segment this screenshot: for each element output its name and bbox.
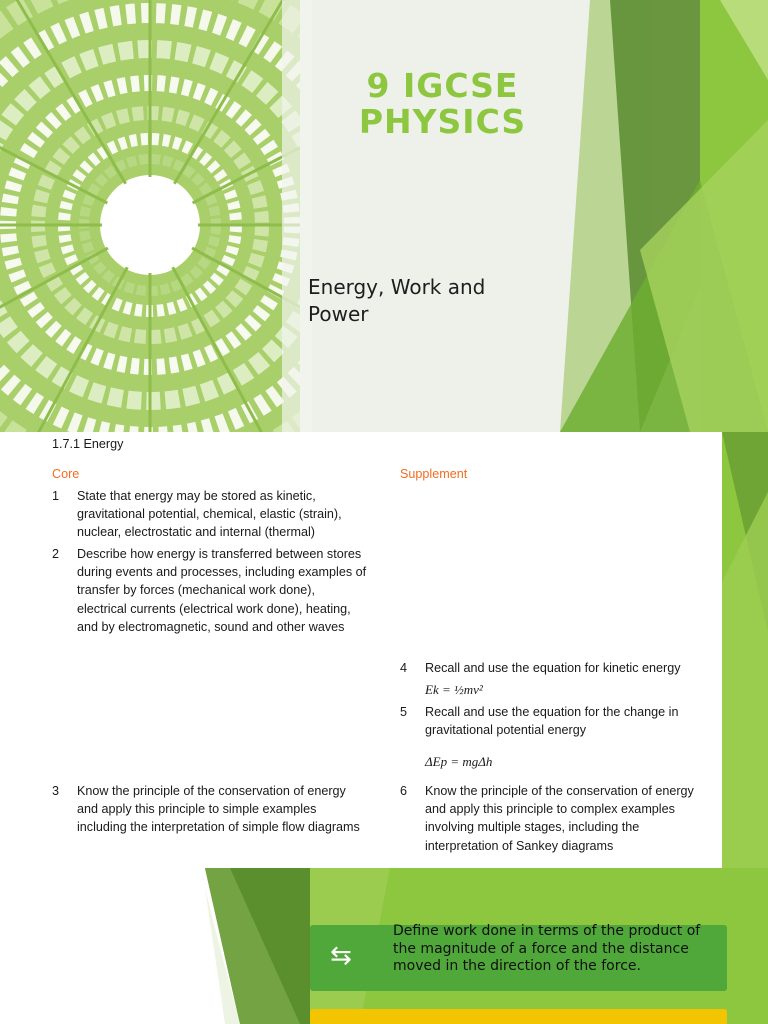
definition-text: Define work done in terms of the product of the magnitude of a force and the distance moved in the direction of the force.	[393, 923, 701, 974]
item-text: Know the principle of the conservation of energy and apply this principle to simple examples including the interpretation of simple flow diagrams	[77, 784, 360, 835]
title-slide	[0, 0, 768, 432]
next-card	[310, 1009, 727, 1024]
work-definition-slide	[0, 868, 768, 1024]
item-number: 5	[400, 705, 408, 719]
presentation-subtitle: Energy, Work and Power	[308, 275, 486, 326]
potential-energy-equation: ΔEp = mgΔh	[425, 754, 493, 769]
syllabus-slide	[0, 432, 768, 868]
section-title: 1.7.1 Energy	[52, 437, 124, 451]
item-number: 4	[400, 661, 408, 675]
presentation-title: 9 IGCSE PHYSICS	[358, 66, 527, 141]
syllabus-document	[0, 432, 722, 866]
item-number: 1	[52, 489, 60, 503]
kinetic-energy-equation: Ek = ½mv²	[425, 682, 483, 697]
item-text: Describe how energy is transferred between stores during events and processes, including examples of transfer by forces (mechanical work done), electrical currents (electrical work done), heating, and by electromagnetic, sound and other waves	[77, 547, 367, 634]
exchange-arrows-icon: ⇆	[330, 941, 352, 971]
title-slide-background	[0, 0, 768, 432]
item-text: Recall and use the equation for the change in gravitational potential energy	[425, 705, 679, 738]
item-text: Know the principle of the conservation of energy and apply this principle to complex examples involving multiple stages, including the interpretation of Sankey diagrams	[425, 784, 694, 853]
item-text: Recall and use the equation for kinetic energy	[425, 661, 681, 675]
supplement-heading: Supplement	[400, 467, 468, 481]
core-heading: Core	[52, 467, 80, 481]
item-text: State that energy may be stored as kinetic, gravitational potential, chemical, elastic (strain), nuclear, electrostatic and internal (thermal)	[77, 489, 342, 540]
definition-card	[310, 925, 727, 991]
item-number: 3	[52, 784, 60, 798]
syllabus-right-decoration	[722, 432, 768, 868]
item-number: 6	[400, 784, 408, 798]
item-number: 2	[52, 547, 60, 561]
